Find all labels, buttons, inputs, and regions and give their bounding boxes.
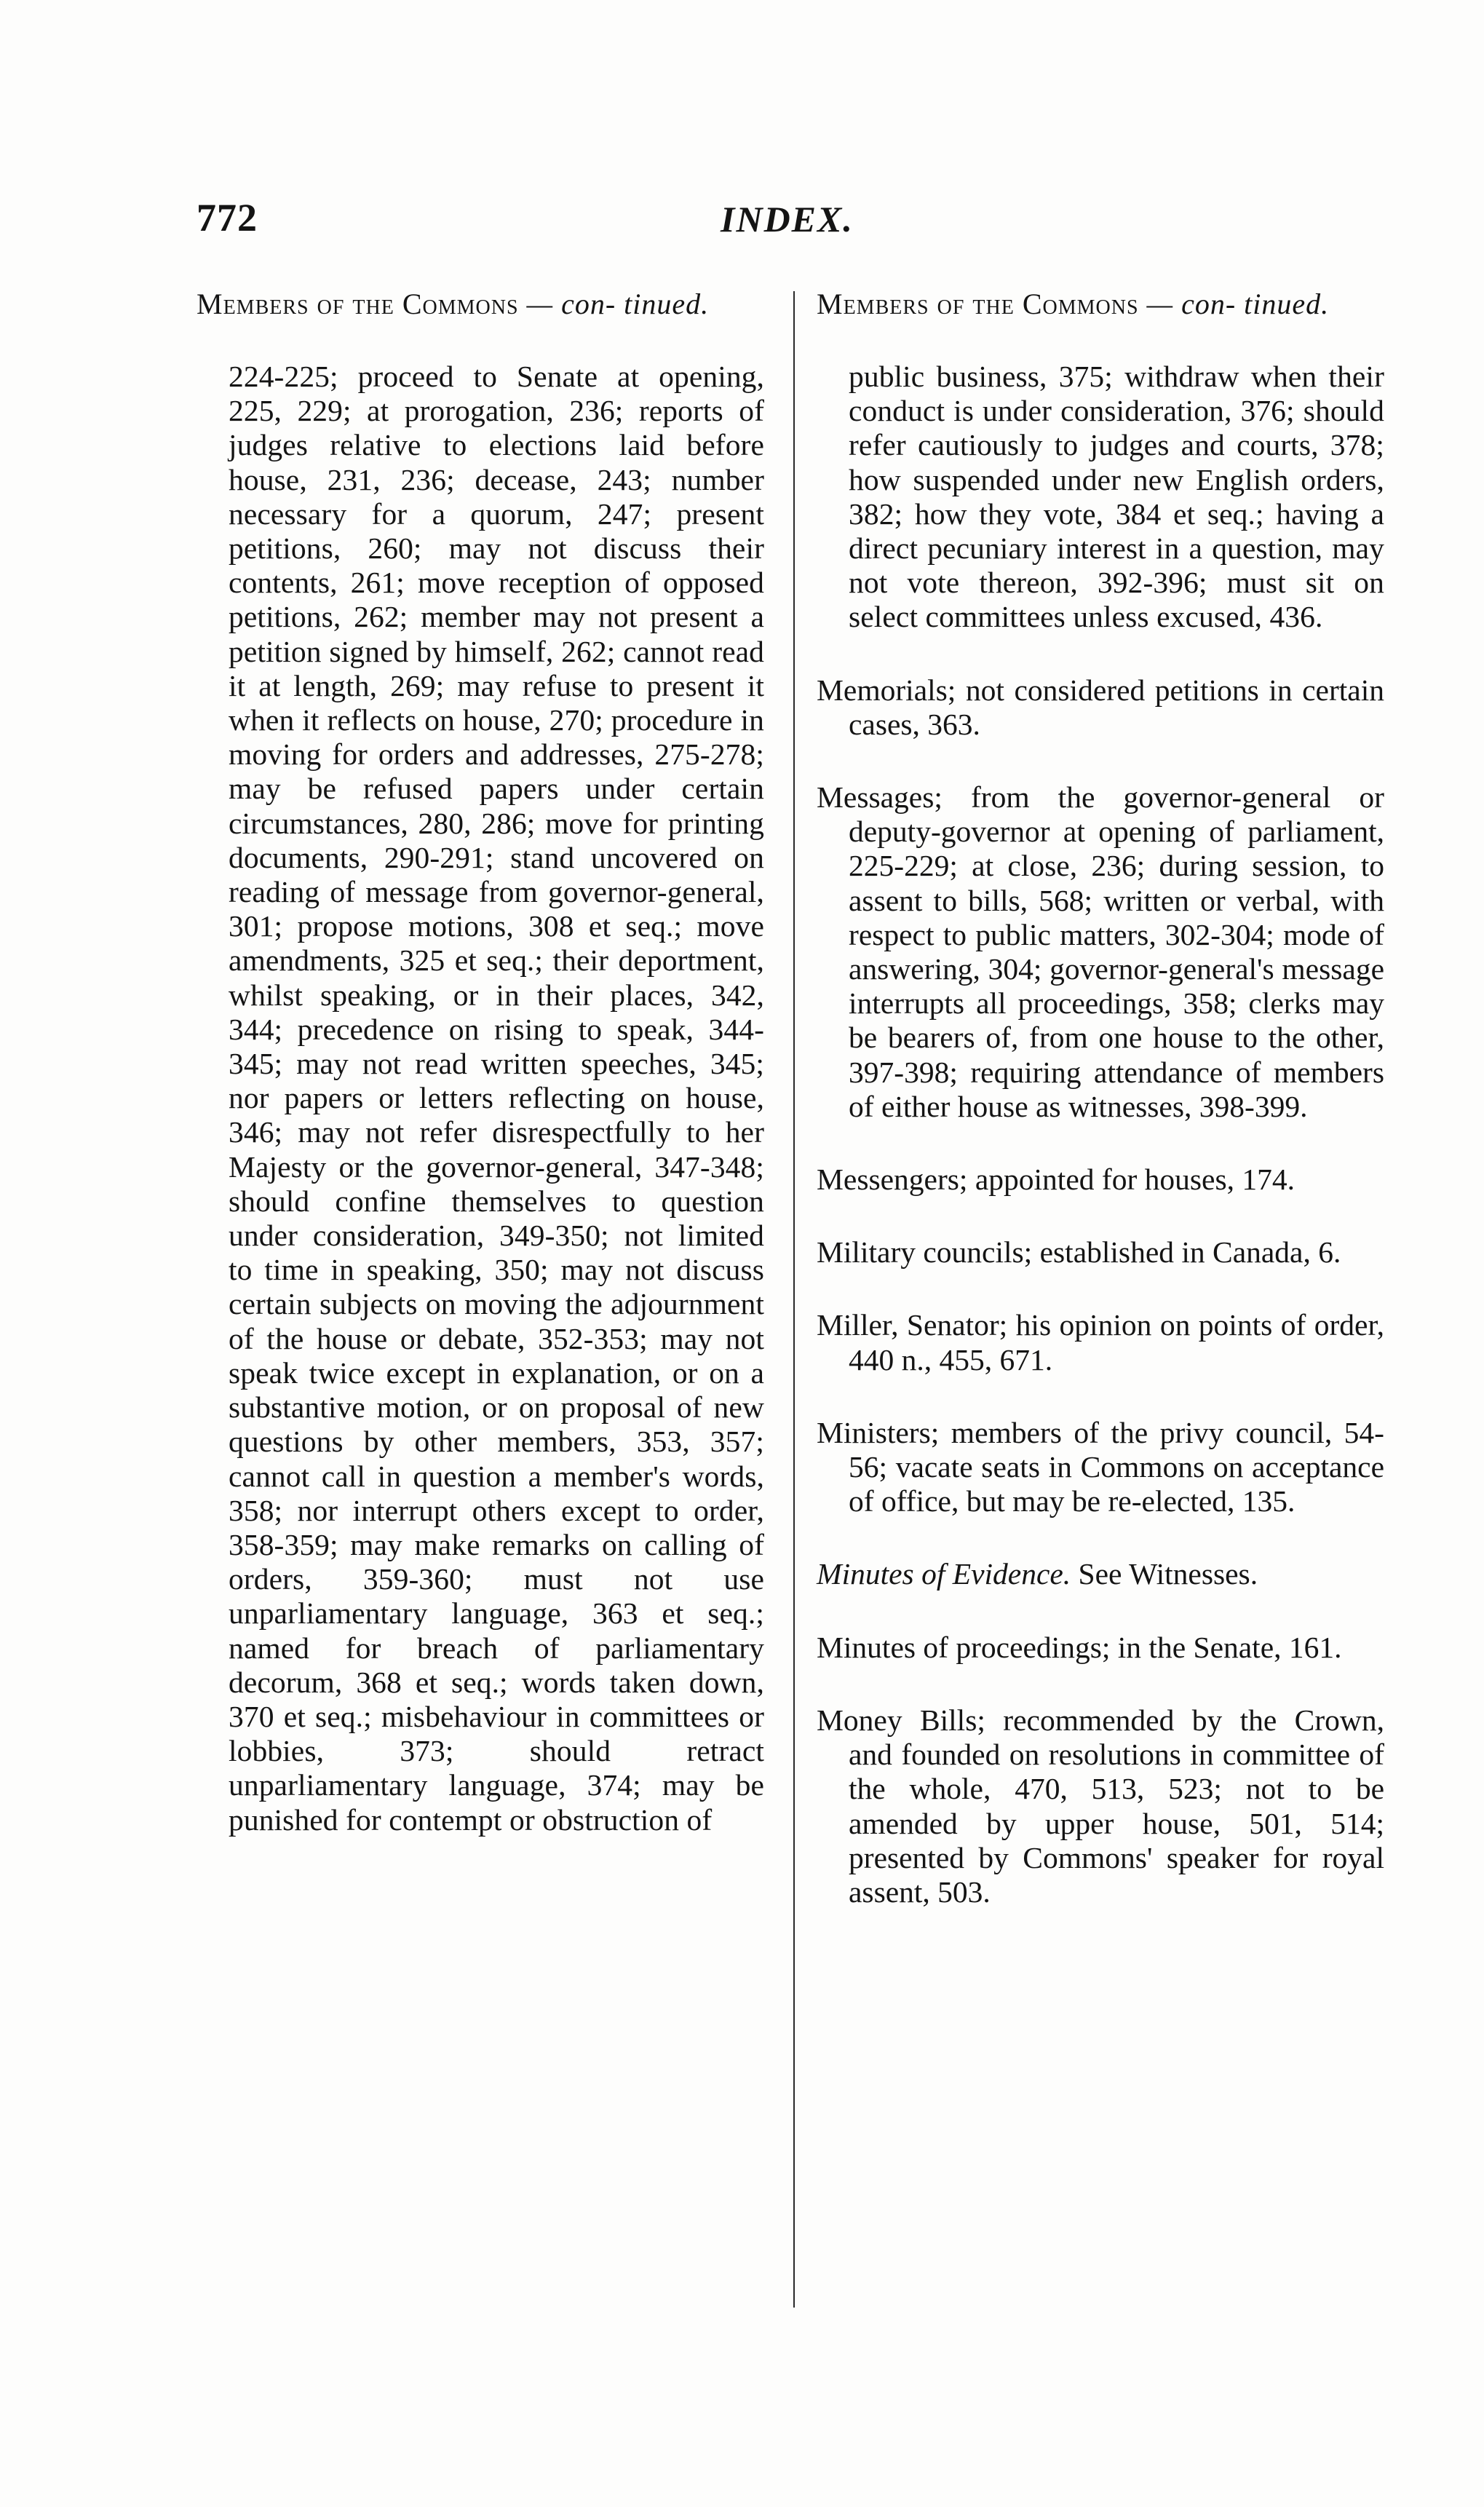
heading-tail: — con- tinued. xyxy=(1146,288,1330,320)
entry-continuation-text: 224-225; proceed to Senate at opening, 225, 229; at prorogation, 236; reports of judges relative to elections laid before house, 231, 236; decease, 243; number necessary for a quorum, 247; present petitions, 260; may not discuss their contents, 261; move reception of opposed petitions, 262; member may not present a petition signed by himself, 262; cannot read it at length, 269; may refuse to present it when it reflects on house, 270; procedure in moving for orders and addresses, 275-278; may be refused papers under certain circumstances, 280, 286; move for printing documents, 290-291; stand uncovered on reading of message from governor-general, 301; propose motions, 308 et seq.; move amendments, 325 et seq.; their deportment, whilst speaking, or in their places, 342, 344; precedence on rising to speak, 344-345; may not read written speeches, 345; nor papers or letters reflecting on house, 346; may not refer disrespectfully to her Majesty or the governor-general, 347-348; should confine themselves to question under consideration, 349-350; not limited to time in speaking, 350; may not discuss certain subjects on moving the adjournment of the house or debate, 352-353; may not speak twice except in explanation, or on a substantive motion, or on proposal of new questions by other members, 353, 357; cannot call in question a member's words, 358; nor interrupt others except to order, 358-359; may make remarks on calling of orders, 359-360; must not use unparliamentary language, 363 et seq.; named for breach of parliamentary decorum, 368 et seq.; words taken down, 370 et seq.; misbehaviour in committees or lobbies, 373; should retract unparliamentary language, 374; may be punished for contempt or obstruction of xyxy=(229,360,764,1837)
index-entry-miller-senator xyxy=(817,1308,1384,1377)
entry-text: established in Canada, 6. xyxy=(1039,1235,1341,1270)
entry-head: Miller, Senator; xyxy=(817,1308,1008,1342)
index-entry-messages xyxy=(817,780,1384,1124)
continued-heading-left xyxy=(197,288,764,321)
index-entry-ministers xyxy=(817,1416,1384,1519)
right-column xyxy=(817,288,1384,1948)
entry-head: Messengers; xyxy=(817,1163,968,1197)
index-entry-money-bills xyxy=(817,1703,1384,1909)
entry-head: Money Bills; xyxy=(817,1703,985,1737)
entry-head: Minutes of Evidence. xyxy=(817,1557,1071,1591)
index-entry-military-councils xyxy=(817,1235,1384,1270)
entry-head: Messages; xyxy=(817,780,943,815)
page-number: 772 xyxy=(197,196,258,239)
left-column xyxy=(197,288,764,1867)
entry-text: See Witnesses. xyxy=(1078,1557,1258,1591)
entry-text: from the governor-general or deputy-governor at opening of parliament, 225-229; at close, 236; during session, to assent to bills, 568; written or verbal, with respect to public matters, 302-304; mode of answering, 304; governor-general's message interrupts all proceedings, 358; clerks may be bearers of, from one house to the other, 397-398; requiring attendance of members of either house as witnesses, 398-399. xyxy=(849,780,1384,1123)
entry-text: in the Senate, 161. xyxy=(1117,1630,1342,1664)
entry-head: Memorials; xyxy=(817,673,956,707)
index-entry-minutes-of-proceedings xyxy=(817,1631,1384,1665)
heading-caps: Members of the Commons xyxy=(197,288,519,320)
entry-text: appointed for houses, 174. xyxy=(975,1163,1295,1197)
column-divider xyxy=(793,291,795,2308)
entry-head: Military councils; xyxy=(817,1235,1033,1270)
running-head: INDEX. xyxy=(721,199,854,239)
index-entry-messengers xyxy=(817,1163,1384,1197)
entry-text: recommended by the Crown, and founded on resolutions in committee of the whole, 470, 513, 523; not to be amended by upper house, 501, 514; presented by Commons' speaker for royal assent, 503. xyxy=(849,1703,1385,1909)
entry-continuation-text: public business, 375; withdraw when their conduct is under consideration, 376; should refer cautiously to judges and courts, 378; how suspended under new English orders, 382; how they vote, 384 et seq.; having a direct pecuniary interest in a question, may not vote thereon, 392-396; must sit on select committees unless excused, 436. xyxy=(849,360,1384,634)
entry-head: Minutes of proceedings; xyxy=(817,1630,1111,1664)
heading-caps: Members of the Commons xyxy=(817,288,1139,320)
entry-text: members of the privy council, 54-56; vacate seats in Commons on acceptance of office, but may be re-elected, 135. xyxy=(849,1415,1384,1518)
entry-head: Ministers; xyxy=(817,1415,940,1449)
continued-heading-right xyxy=(817,288,1384,321)
entry-text: not considered petitions in certain cases, 363. xyxy=(849,673,1385,741)
heading-tail: — con- tinued. xyxy=(526,288,710,320)
index-entry-memorials xyxy=(817,673,1384,742)
entry-text: his opinion on points of order, 440 n., 455, 671. xyxy=(849,1308,1385,1377)
page-header xyxy=(197,195,1383,246)
index-entry-minutes-of-evidence xyxy=(817,1557,1384,1591)
